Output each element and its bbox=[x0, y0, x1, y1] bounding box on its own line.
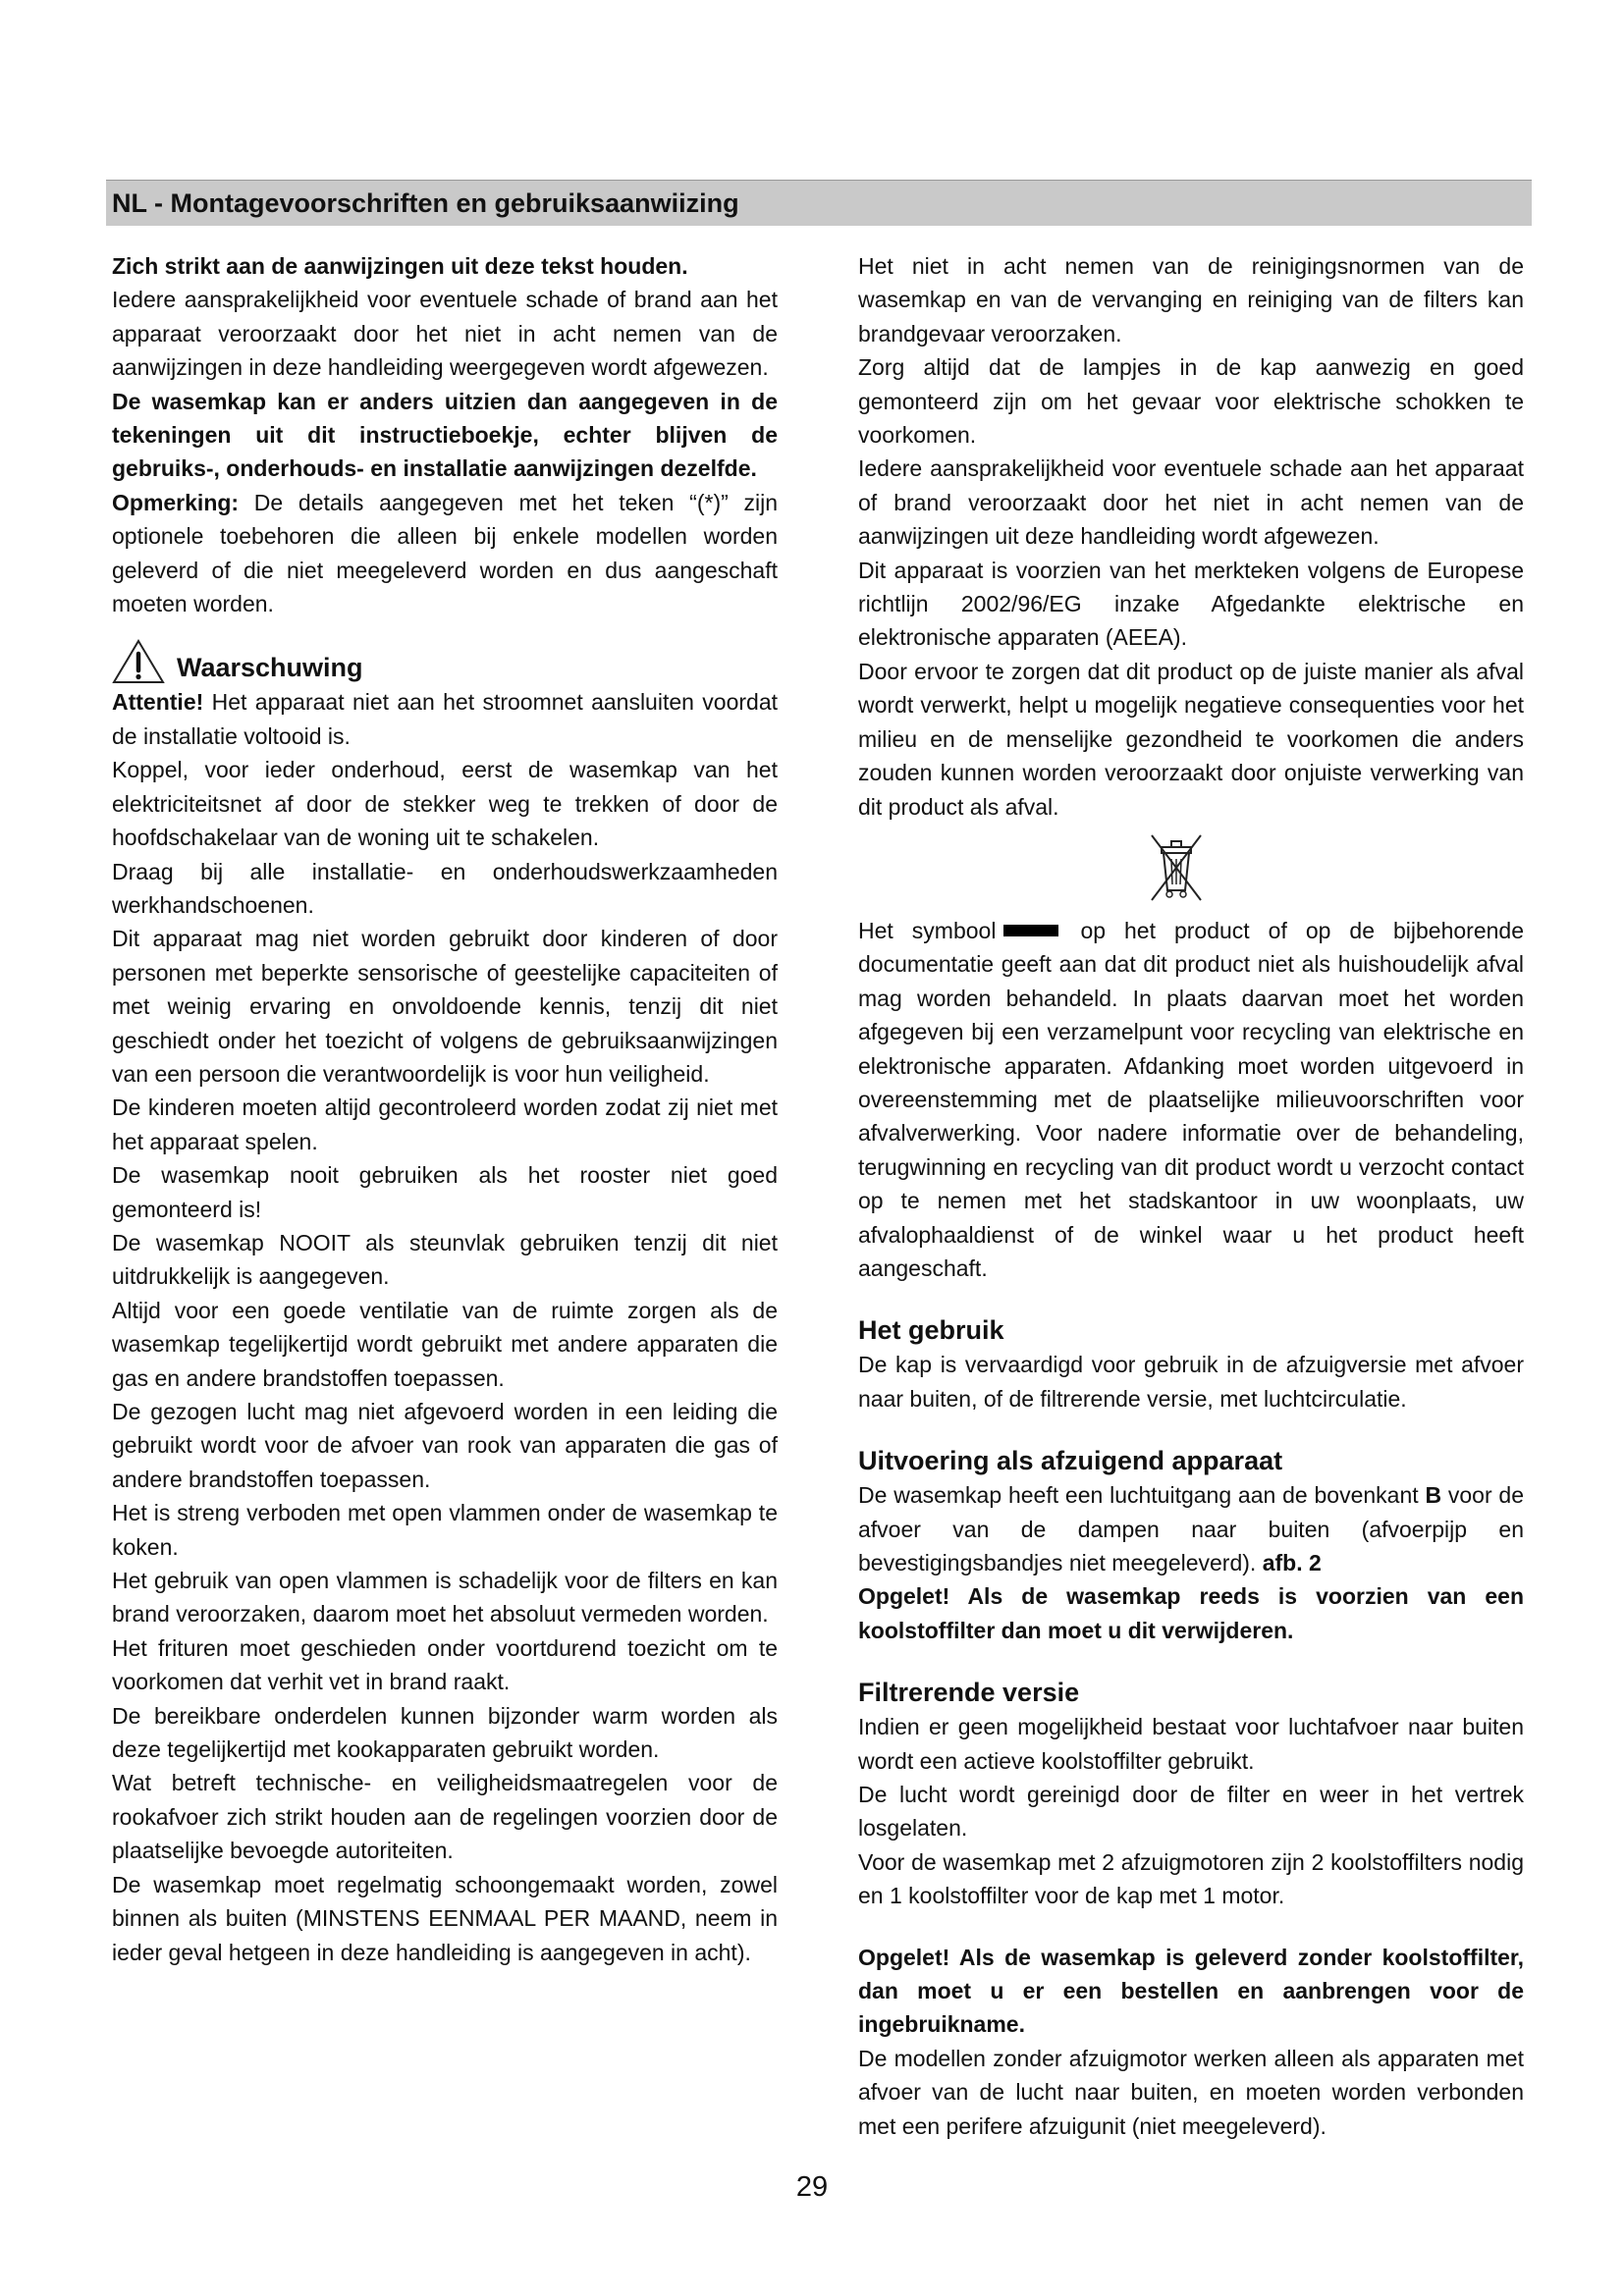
note-text: De details aangegeven met het teken “(*)” zijn optionele toebehoren die alleen bij enkele modellen worden geleverd of die niet meegeleverd worden en dus aangeschaft moeten worden. bbox=[112, 489, 778, 617]
paragraph: Dit apparaat mag niet worden gebruikt door kinderen of door personen met beperkte sensorische of geestelijke capaciteiten of met weinig ervaring en onvoldoende kennis, tenzij dit niet geschiedt onder het toezicht of volgens de gebruiksaanwijzingen van een persoon die verantwoordelijk is voor hun veiligheid. bbox=[112, 926, 778, 1087]
paragraph: Iedere aansprakelijkheid voor eventuele schade aan het apparaat of brand veroorzaakt door het niet in acht nemen van de aanwijzingen uit deze handleiding wordt afgewezen. bbox=[858, 455, 1524, 550]
filter-paragraph: Indien er geen mogelijkheid bestaat voor luchtafvoer naar buiten wordt een actieve koolstoffilter gebruikt. bbox=[858, 1714, 1524, 1774]
exhaust-paragraph bbox=[858, 1478, 1524, 1579]
paragraph: Het gebruik van open vlammen is schadelijk voor de filters en kan brand veroorzaken, daarom moet het absoluut vermeden worden. bbox=[112, 1568, 778, 1628]
symbol-paragraph bbox=[858, 914, 1524, 1285]
paragraph: Draag bij alle installatie- en onderhoudswerkzaamheden werkhandschoenen. bbox=[112, 858, 778, 918]
use-paragraph: De kap is vervaardigd voor gebruik in de afzuigversie met afvoer naar buiten, of de filtrerende versie, met luchtcirculatie. bbox=[858, 1352, 1524, 1412]
warning-heading-row bbox=[112, 634, 778, 685]
note-label: Opmerking: bbox=[112, 489, 240, 515]
filter-final-paragraph: De modellen zonder afzuigmotor werken alleen als apparaten met afvoer van de lucht naar buiten, en moeten worden verbonden met een perifere afzuigunit (niet meegeleverd). bbox=[858, 2045, 1524, 2139]
section-title: NL - Montagevoorschriften en gebruiksaanwiizing bbox=[112, 188, 739, 218]
intro-paragraph: Iedere aansprakelijkheid voor eventuele schade of brand aan het apparaat veroorzaakt door het niet in acht nemen van de aanwijzingen in deze handleiding weergegeven wordt afgewezen. bbox=[112, 287, 778, 381]
exhaust-warning: Opgelet! Als de wasemkap reeds is voorzien van een koolstoffilter dan moet u dit verwijderen. bbox=[858, 1583, 1524, 1643]
exhaust-letter: B bbox=[1425, 1482, 1442, 1509]
difference-notice: De wasemkap kan er anders uitzien dan aangegeven in de tekeningen uit dit instructieboekje, echter blijven de gebruiks-, onderhouds- en installatie aanwijzingen dezelfde. bbox=[112, 388, 778, 482]
exhaust-text-2: voor de afvoer van de dampen naar buiten (afvoerpijp en bevestigingsbandjes niet meegeleverd). bbox=[858, 1482, 1525, 1575]
paragraph: De wasemkap NOOIT als steunvlak gebruiken tenzij dit niet uitdrukkelijk is aangegeven. bbox=[112, 1229, 778, 1290]
intro-heading: Zich strikt aan de aanwijzingen uit deze tekst houden. bbox=[112, 253, 688, 279]
filter-warning: Opgelet! Als de wasemkap is geleverd zonder koolstoffilter, dan moet u er een bestellen en aanbrengen voor de ingebruikname. bbox=[858, 1944, 1524, 2038]
crossed-bin-icon bbox=[1142, 829, 1211, 908]
exhaust-heading: Uitvoering als afzuigend apparaat bbox=[858, 1446, 1283, 1476]
right-column bbox=[858, 249, 1524, 2143]
paragraph: De bereikbare onderdelen kunnen bijzonder warm worden als deze tegelijkertijd met kookapparaten gebruikt worden. bbox=[112, 1702, 778, 1763]
paragraph: Altijd voor een goede ventilatie van de ruimte zorgen als de wasemkap tegelijkertijd wordt gebruikt met andere apparaten die gas en andere brandstoffen toepassen. bbox=[112, 1297, 778, 1391]
filter-paragraph: De lucht wordt gereinigd door de filter en weer in het vertrek losgelaten. bbox=[858, 1782, 1524, 1842]
paragraph: Door ervoor te zorgen dat dit product op de juiste manier als afval wordt verwerkt, helpt u mogelijk negatieve consequenties voor het milieu en de menselijke gezondheid te voorkomen die anders zouden kunnen worden veroorzaakt door onjuiste verwerking van dit product als afval. bbox=[858, 658, 1524, 820]
weee-symbol-container bbox=[858, 824, 1524, 914]
paragraph: De wasemkap moet regelmatig schoongemaakt worden, zowel binnen als buiten (MINSTENS EENMAAL PER MAAND, neem in ieder geval hetgeen in deze handleiding is aangegeven in acht). bbox=[112, 1871, 778, 1965]
use-heading: Het gebruik bbox=[858, 1315, 1004, 1346]
filter-paragraph: Voor de wasemkap met 2 afzuigmotoren zijn 2 koolstoffilters nodig en 1 koolstoffilter voor de kap met 1 motor. bbox=[858, 1848, 1524, 1909]
warning-heading: Waarschuwing bbox=[177, 653, 363, 683]
warning-triangle-icon bbox=[112, 638, 165, 685]
section-header-bar bbox=[106, 180, 1532, 226]
paragraph: Koppel, voor ieder onderhoud, eerst de wasemkap van het elektriciteitsnet af door de stekker weg te trekken of door de hoofdschakelaar van de woning uit te schakelen. bbox=[112, 757, 778, 851]
note-paragraph bbox=[112, 486, 778, 621]
attention-text: Het apparaat niet aan het stroomnet aansluiten voordat de installatie voltooid is. bbox=[112, 689, 778, 749]
paragraph: De wasemkap nooit gebruiken als het rooster niet goed gemonteerd is! bbox=[112, 1162, 778, 1222]
paragraph: Het frituren moet geschieden onder voortdurend toezicht om te voorkomen dat verhit vet in brand raakt. bbox=[112, 1634, 778, 1695]
attention-label: Attentie! bbox=[112, 689, 204, 716]
symbol-text: op het product of op de bijbehorende documentatie geeft aan dat dit product niet als huishoudelijk afval mag worden behandeld. In plaats daarvan moet het worden afgegeven bij een verzamelpunt voor recycling van elektrische en elektronische apparaten. Afdanking moet worden uitgevoerd in overeenstemming met de plaatselijke milieuvoorschriften voor afvalverwerking. Voor nadere informatie over de behandeling, terugwinning en recycling van dit product wordt u verzocht contact op te nemen met het stadskantoor in uw woonplaats, uw afvalophaaldienst of de winkel waar u het product heeft aangeschaft. bbox=[858, 917, 1525, 1281]
paragraph: Het is streng verboden met open vlammen onder de wasemkap te koken. bbox=[112, 1500, 778, 1560]
left-column bbox=[112, 249, 778, 1969]
attention-paragraph bbox=[112, 685, 778, 753]
symbol-prefix: Het symbool bbox=[858, 917, 997, 943]
paragraph: Het niet in acht nemen van de reinigingsnormen van de wasemkap en van de vervanging en reiniging van de filters kan brandgevaar veroorzaken. bbox=[858, 253, 1524, 347]
exhaust-text: De wasemkap heeft een luchtuitgang aan de bovenkant bbox=[858, 1482, 1419, 1509]
paragraph: Dit apparaat is voorzien van het merkteken volgens de Europese richtlijn 2002/96/EG inzake Afgedankte elektrische en elektronische apparaten (AEEA). bbox=[858, 557, 1524, 651]
page-number: 29 bbox=[795, 2171, 829, 2203]
weee-bar-icon bbox=[1003, 925, 1058, 936]
paragraph: Wat betreft technische- en veiligheidsmaatregelen voor de rookafvoer zich strikt houden aan de regelingen voorzien door de plaatselijke bevoegde autoriteiten. bbox=[112, 1770, 778, 1864]
filter-heading: Filtrerende versie bbox=[858, 1678, 1080, 1708]
paragraph: Zorg altijd dat de lampjes in de kap aanwezig en goed gemonteerd zijn om het gevaar voor elektrische schokken te voorkomen. bbox=[858, 354, 1524, 449]
exhaust-figure-ref: afb. 2 bbox=[1262, 1550, 1322, 1575]
paragraph: De gezogen lucht mag niet afgevoerd worden in een leiding die gebruikt wordt voor de afvoer van rook van apparaten die gas of andere brandstoffen toepassen. bbox=[112, 1399, 778, 1492]
paragraph: De kinderen moeten altijd gecontroleerd worden zodat zij niet met het apparaat spelen. bbox=[112, 1095, 778, 1154]
